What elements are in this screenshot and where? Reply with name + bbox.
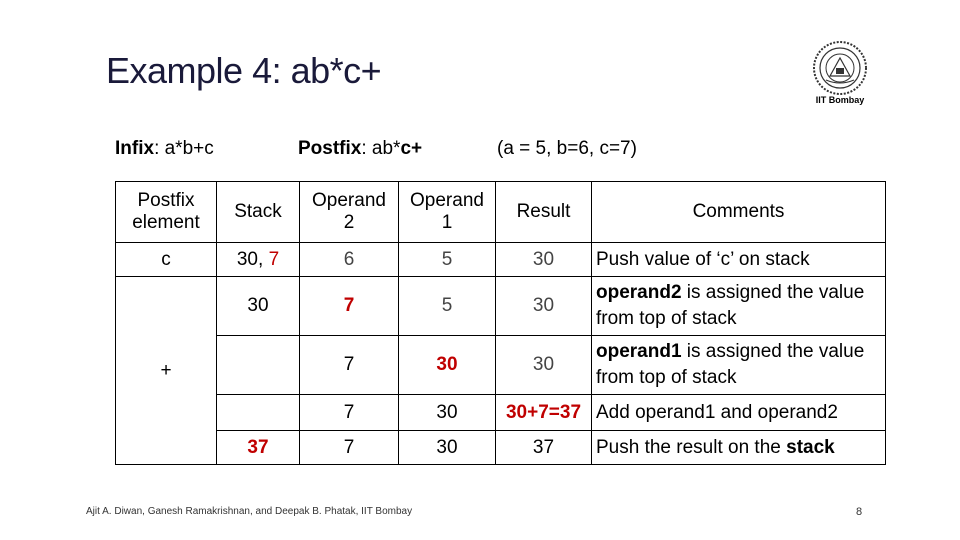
cell-stack: 30	[217, 277, 300, 336]
cell-operand1: 5	[399, 277, 496, 336]
cell-comment: Push value of ‘c’ on stack	[592, 243, 886, 277]
table-row	[116, 336, 886, 395]
cell-element: +	[116, 277, 217, 465]
evaluation-table	[115, 181, 886, 465]
cell-stack	[217, 336, 300, 395]
table-row	[116, 277, 886, 336]
header-comments: Comments	[592, 182, 886, 243]
cell-operand1: 5	[399, 243, 496, 277]
footer-authors: Ajit A. Diwan, Ganesh Ramakrishnan, and Deepak B. Phatak, IIT Bombay	[86, 506, 413, 517]
cell-operand2: 6	[300, 243, 399, 277]
table-header-row	[116, 182, 886, 243]
header-result: Result	[496, 182, 592, 243]
cell-comment: operand2 is assigned the value from top of stack	[592, 277, 886, 336]
cell-operand2: 7	[300, 336, 399, 395]
cell-operand2: 7	[300, 277, 399, 336]
header-stack: Stack	[217, 182, 300, 243]
cell-operand1: 30	[399, 431, 496, 465]
cell-operand1: 30	[399, 395, 496, 431]
cell-comment: Push the result on the stack	[592, 431, 886, 465]
cell-operand1: 30	[399, 336, 496, 395]
variable-values: (a = 5, b=6, c=7)	[497, 138, 637, 159]
cell-operand2: 7	[300, 395, 399, 431]
infix-expression	[115, 138, 214, 160]
infix-value: : a*b+c	[154, 138, 214, 159]
header-operand1: Operand 1	[399, 182, 496, 243]
cell-stack: 37	[217, 431, 300, 465]
logo-caption: IIT Bombay	[815, 95, 865, 105]
header-operand2: Operand 2	[300, 182, 399, 243]
cell-comment: operand1 is assigned the value from top of stack	[592, 336, 886, 395]
cell-result: 30+7=37	[496, 395, 592, 431]
cell-comment: Add operand1 and operand2	[592, 395, 886, 431]
cell-operand2: 7	[300, 431, 399, 465]
table-row	[116, 395, 886, 431]
infix-label: Infix	[115, 138, 155, 159]
cell-stack	[217, 395, 300, 431]
postfix-expression	[298, 138, 422, 160]
postfix-tail: c+	[400, 138, 423, 159]
cell-result: 30	[496, 243, 592, 277]
cell-result: 37	[496, 431, 592, 465]
table-row	[116, 243, 886, 277]
cell-result: 30	[496, 336, 592, 395]
postfix-label: Postfix	[298, 138, 362, 159]
cell-result: 30	[496, 277, 592, 336]
page-number: 8	[856, 506, 863, 518]
slide-title: Example 4: ab*c+	[106, 50, 382, 91]
table-row	[116, 431, 886, 465]
iit-bombay-seal-icon	[812, 40, 868, 96]
cell-stack: 30, 7	[217, 243, 300, 277]
header-postfix-element: Postfix element	[116, 182, 217, 243]
cell-element: c	[116, 243, 217, 277]
postfix-value: : ab*	[361, 138, 401, 159]
